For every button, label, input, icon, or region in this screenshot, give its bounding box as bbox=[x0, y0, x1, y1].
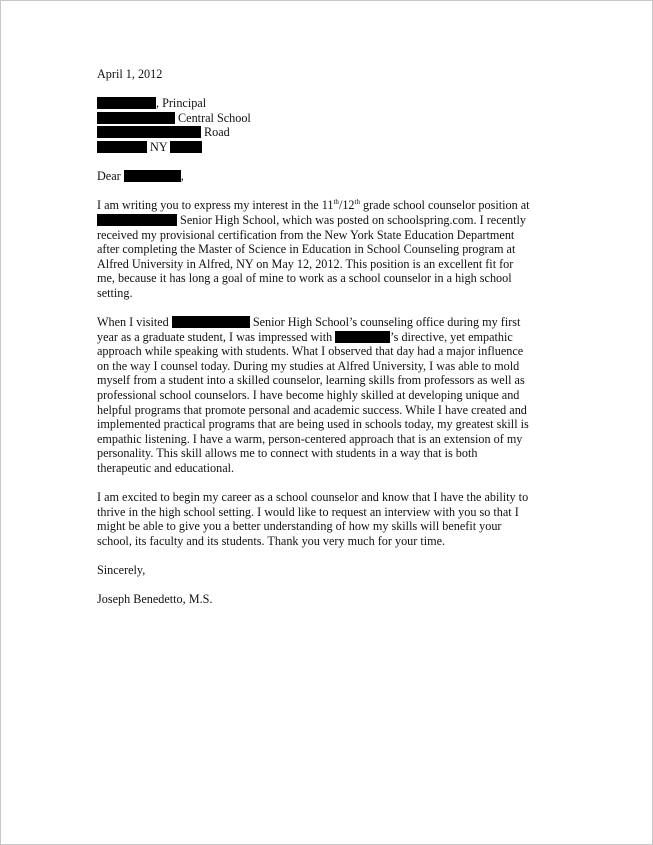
cover-letter bbox=[97, 67, 567, 607]
redacted-name bbox=[97, 97, 156, 109]
redacted-counselor bbox=[335, 331, 390, 343]
redacted-zip bbox=[170, 141, 202, 153]
address-line-3: Road bbox=[97, 125, 567, 140]
paragraph-2: When I visited Senior High School’s counseling office during my first year as a graduate student, I was impressed with ’s directive, yet empathic approach while speaking with students. What I observed that day had a major influence on the way I counsel today. During my studies at Alfred University, I was able to mold myself from a student into a skilled counselor, learning skills from professors as well as professional school counselors. I have become highly skilled at developing unique and helpful programs that promote personal and academic success. While I have created and implemented practical programs that are being used in schools today, my greatest skill is empathic listening. I have a warm, person-centered approach that is an extension of my personality. This skill allows me to connect with students in a way that is both therapeutic and educational. bbox=[97, 315, 529, 476]
redacted-recipient bbox=[124, 170, 181, 182]
redacted-city bbox=[97, 141, 147, 153]
recipient-address bbox=[97, 96, 567, 154]
redacted-school bbox=[97, 214, 177, 226]
address-line-4: NY bbox=[97, 140, 567, 155]
salutation: Dear , bbox=[97, 169, 184, 184]
closing: Sincerely, bbox=[97, 563, 146, 578]
redacted-school bbox=[97, 112, 175, 124]
paragraph-1: I am writing you to express my interest in the 11th/12th grade school counselor position at Senior High School, which was posted on schoolspring.com. I recently received my provisional certification from the New York State Education Department after completing the Master of Science in Education in School Counseling program at Alfred University in Alfred, NY on May 12, 2012. This position is an excellent fit for me, because it has long a goal of mine to work as a school counselor in a high school setting. bbox=[97, 198, 530, 300]
signature: Joseph Benedetto, M.S. bbox=[97, 592, 213, 607]
redacted-street bbox=[97, 126, 201, 138]
address-line-2: Central School bbox=[97, 111, 567, 126]
address-line-1: , Principal bbox=[97, 96, 567, 111]
letter-date: April 1, 2012 bbox=[97, 67, 163, 81]
redacted-school bbox=[172, 316, 250, 328]
paragraph-3: I am excited to begin my career as a school counselor and know that I have the ability to thrive in the high school setting. I would like to request an interview with you so that I might be able to give you a better understanding of how my skills will benefit your school, its faculty and its students. Thank you very much for your time. bbox=[97, 490, 529, 548]
